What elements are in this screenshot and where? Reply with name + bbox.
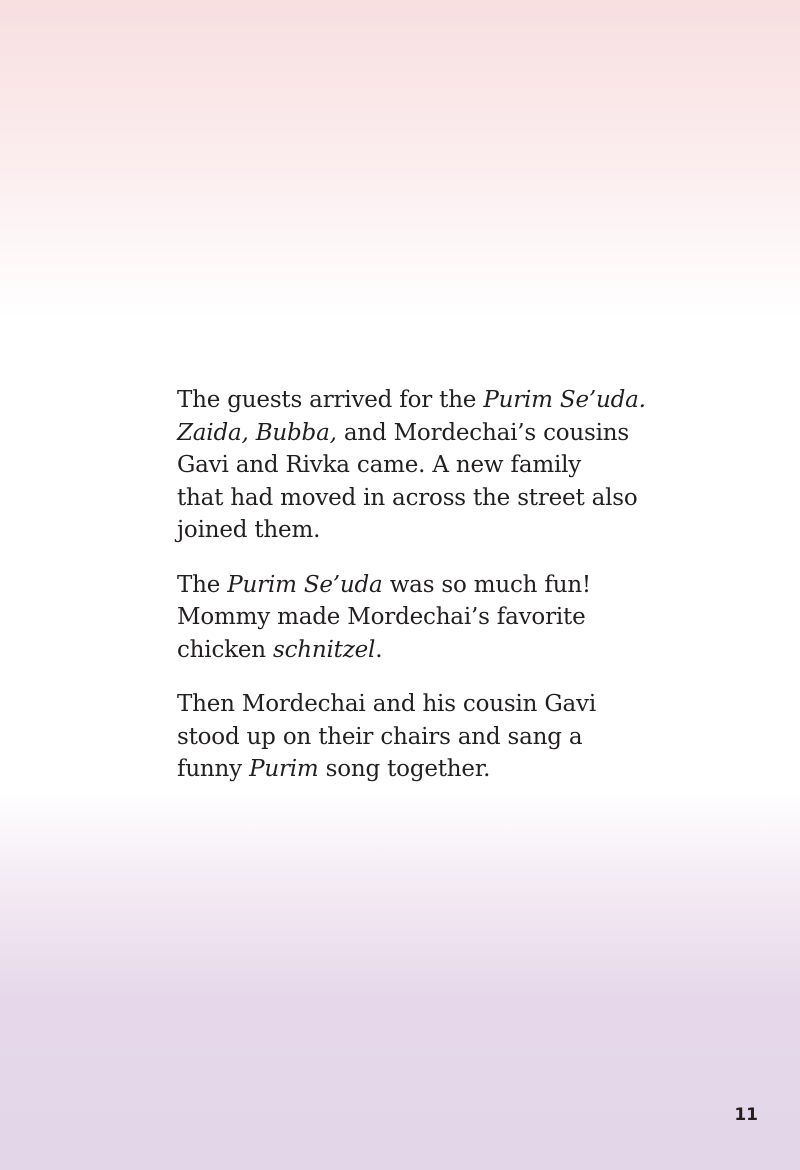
story-paragraph <box>177 688 657 786</box>
text-line <box>177 721 657 754</box>
italic-term: Purim <box>249 756 319 782</box>
text-run: Then Mordechai and his cousin Gavi <box>177 691 596 717</box>
text-run: joined them. <box>177 517 321 543</box>
text-line <box>177 601 657 634</box>
page-number: 11 <box>734 1105 758 1125</box>
text-line <box>177 753 657 786</box>
italic-term: schnitzel <box>273 636 376 663</box>
text-run: that had moved in across the street also <box>177 484 638 511</box>
italic-term: Zaida, Bubba, <box>177 419 337 446</box>
text-run: funny <box>177 756 250 782</box>
text-line <box>177 634 657 667</box>
text-line <box>177 688 657 721</box>
text-run: Mommy made Mordechai’s favorite <box>177 604 586 630</box>
italic-term: Purim Se’uda. <box>483 387 646 413</box>
text-line <box>177 449 657 482</box>
text-run: chicken <box>177 636 274 663</box>
text-line <box>177 514 657 547</box>
text-line <box>177 417 657 450</box>
story-paragraph <box>177 384 657 547</box>
text-line <box>177 482 657 515</box>
text-run: The guests arrived for the <box>177 387 484 413</box>
text-line <box>177 384 657 417</box>
text-run: . <box>375 636 383 663</box>
story-text <box>177 384 657 808</box>
text-run: stood up on their chairs and sang a <box>177 723 583 750</box>
text-run: Gavi and Rivka came. A new family <box>177 452 582 478</box>
text-run: and Mordechai’s cousins <box>336 419 630 446</box>
text-run: song together. <box>318 756 491 782</box>
text-run: was so much fun! <box>382 571 591 598</box>
text-run: The <box>177 571 228 598</box>
italic-term: Purim Se’uda <box>227 571 383 598</box>
text-line <box>177 569 657 602</box>
story-paragraph <box>177 569 657 667</box>
